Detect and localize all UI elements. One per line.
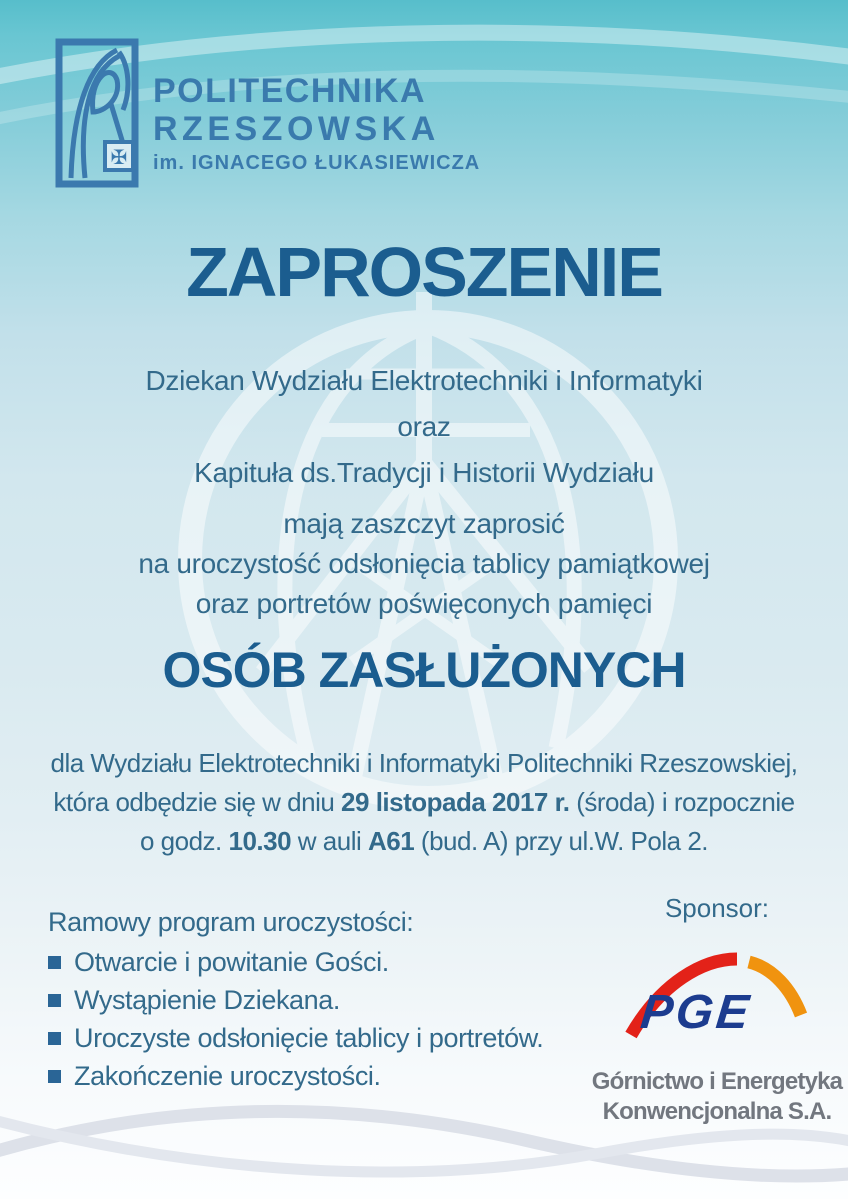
bottom-wave-decoration: [0, 1089, 848, 1199]
details-text: w auli: [291, 826, 368, 856]
intro-line: mają zaszczyt zaprosić: [283, 508, 565, 539]
program-item-label: Wystąpienie Dziekana.: [74, 985, 340, 1015]
sponsor-name-line1: Górnictwo i Energetyka: [591, 1068, 843, 1095]
square-bullet-icon: [48, 1070, 61, 1083]
square-bullet-icon: [48, 1032, 61, 1045]
pge-logo-text: PGE: [638, 986, 755, 1039]
details-text: o godz.: [139, 826, 229, 856]
details-line: dla Wydziału Elektrotechniki i Informatyki Politechniki Rzeszowskiej,: [50, 748, 798, 778]
event-details: [0, 744, 848, 861]
host-line: Kapituła ds.Tradycji i Historii Wydziału: [194, 457, 654, 488]
details-text: (środa) i rozpocznie: [569, 787, 795, 817]
host-conjunction: oraz: [397, 411, 451, 442]
intro-line: oraz portretów poświęconych pamięci: [195, 588, 653, 619]
program-section: [48, 905, 543, 1091]
program-item: [48, 947, 543, 977]
program-item: [48, 1061, 543, 1091]
details-text: (bud. A) przy ul.W. Pola 2.: [414, 826, 709, 856]
honorees-title: OSÓB ZASŁUŻONYCH: [162, 642, 686, 698]
university-brand: [55, 38, 480, 188]
intro-line: na uroczystość odsłonięcia tablicy pamiątkowej: [138, 548, 710, 579]
university-logo-icon: [55, 38, 139, 188]
program-item-label: Uroczyste odsłonięcie tablicy i portretów.: [74, 1023, 544, 1053]
square-bullet-icon: [48, 994, 61, 1007]
event-date: 29 listopada 2017 r.: [341, 787, 570, 817]
event-time: 10.30: [228, 826, 292, 856]
maltese-cross-icon: ✠: [110, 145, 128, 169]
program-item: [48, 1023, 543, 1053]
university-patron-line: im. IGNACEGO ŁUKASIEWICZA: [153, 152, 481, 174]
pge-logo: [625, 949, 809, 1051]
event-room: A61: [368, 826, 415, 856]
host-line: Dziekan Wydziału Elektrotechniki i Informatyki: [145, 365, 703, 396]
program-item-label: Zakończenie uroczystości.: [74, 1061, 381, 1091]
university-name: [153, 38, 480, 188]
program-item: [48, 985, 543, 1015]
hosts-block: [0, 358, 848, 496]
details-line: [0, 783, 848, 822]
program-item-label: Otwarcie i powitanie Gości.: [74, 947, 389, 977]
sponsor-name-line2: Konwencjonalna S.A.: [602, 1098, 832, 1125]
program-heading: Ramowy program uroczystości:: [48, 907, 414, 937]
details-text: która odbędzie się w dniu: [53, 787, 342, 817]
square-bullet-icon: [48, 956, 61, 969]
intro-block: [0, 504, 848, 624]
invitation-title: ZAPROSZENIE: [186, 233, 662, 311]
university-name-line2: RZESZOWSKA: [153, 110, 440, 148]
details-line: [0, 822, 848, 861]
sponsor-label: Sponsor:: [664, 893, 770, 923]
university-name-line1: POLITECHNIKA: [153, 72, 426, 110]
